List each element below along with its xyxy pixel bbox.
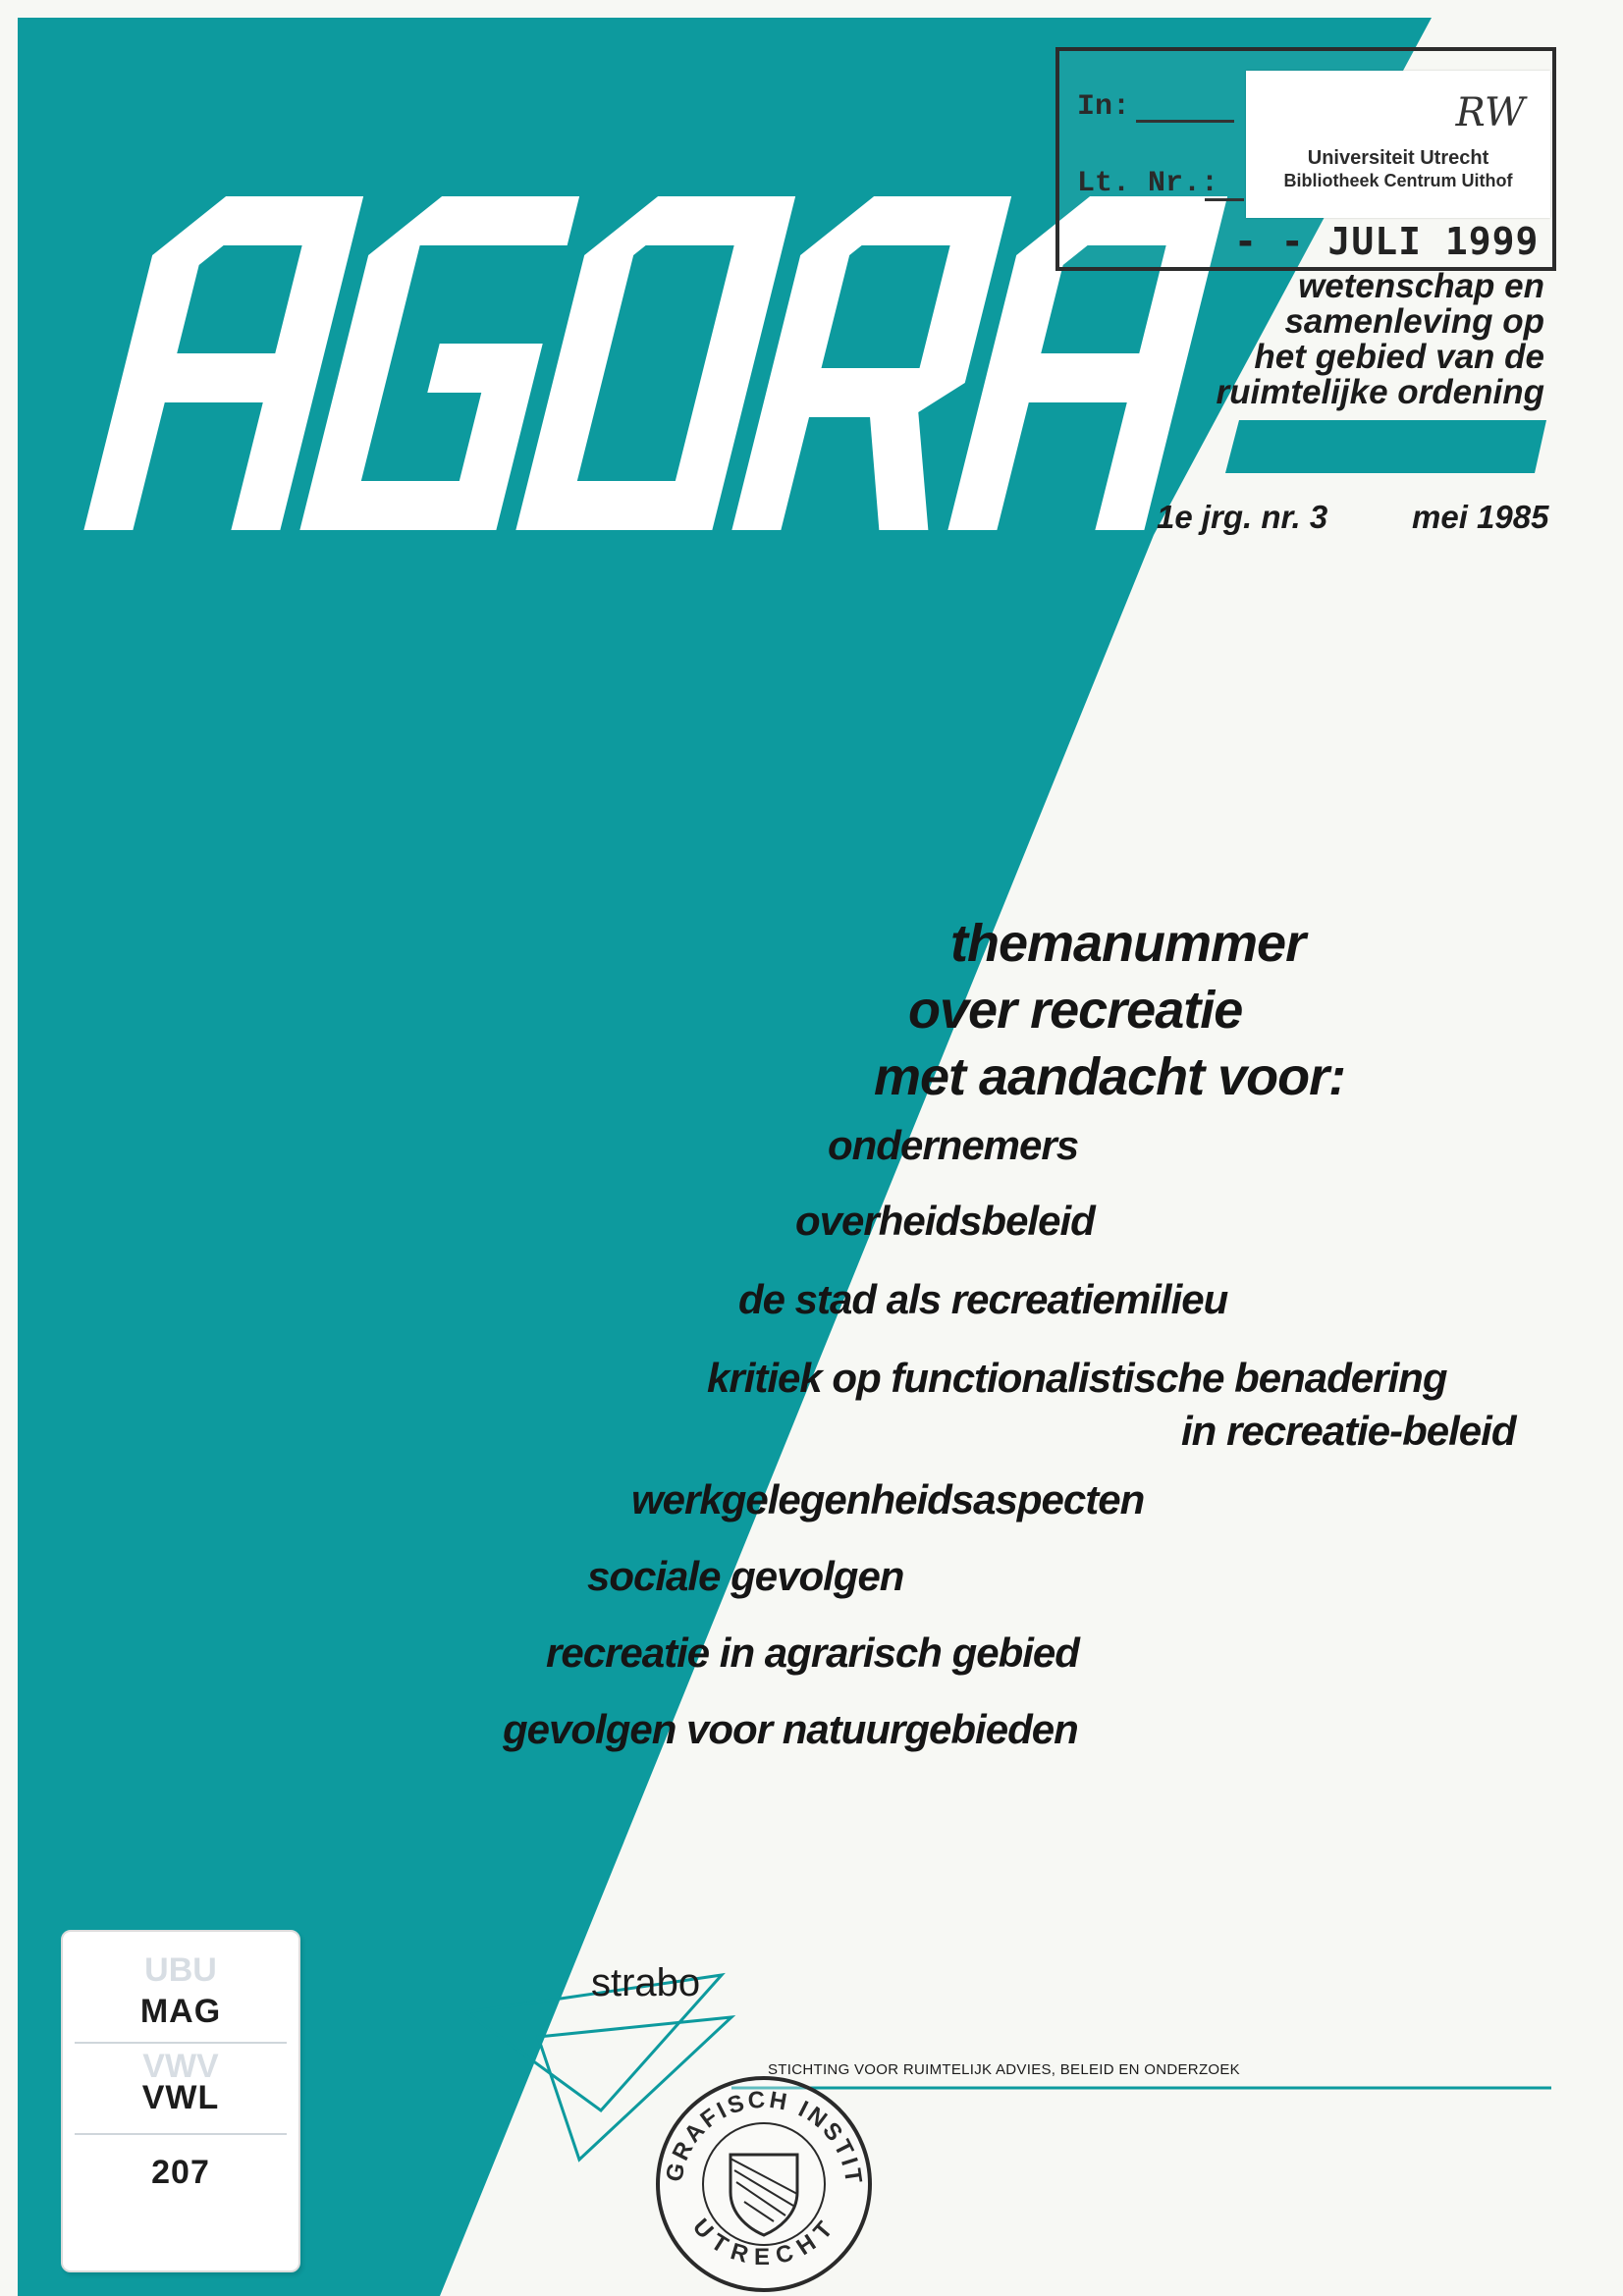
shelf-code-2: VWL [141, 2079, 220, 2116]
seal-text-top: GEOGRAFISCH INSTITUUT [661, 2086, 868, 2190]
seal-text-bottom: UTRECHT [687, 2214, 841, 2270]
theme-item-4: kritiek op functionalistische benadering [707, 1355, 1447, 1401]
issue-date: mei 1985 [1412, 499, 1549, 535]
stamp-university: Universiteit Utrecht [1307, 147, 1489, 169]
theme-item-7: sociale gevolgen [587, 1553, 904, 1599]
shelf-label [61, 1930, 300, 2272]
theme-item-3: de stad als recreatiemilieu [738, 1276, 1228, 1322]
theme-headline-1: themanummer [950, 914, 1306, 973]
theme-item-9: gevolgen voor natuurgebieden [503, 1706, 1078, 1752]
theme-headline-3: met aandacht voor: [874, 1047, 1346, 1106]
stamp-in-label: In: [1077, 90, 1131, 124]
stamp-date: - - JULI 1999 [1234, 220, 1540, 263]
shelf-divider-2 [75, 2133, 287, 2135]
tagline-line-4: ruimtelijke ordening [1216, 373, 1544, 411]
stamp-library: Bibliotheek Centrum Uithof [1283, 171, 1513, 190]
institute-seal [658, 2078, 870, 2290]
shelf-ghost-top: UBU [144, 1951, 217, 1989]
stamp-nr-label: Lt. Nr.: [1077, 167, 1219, 200]
issue-info [1157, 499, 1549, 542]
theme-item-5: in recreatie-beleid [1181, 1408, 1516, 1454]
library-stamp [1055, 47, 1556, 271]
theme-item-1: ondernemers [828, 1122, 1079, 1168]
stamp-paper-slip [1246, 71, 1550, 218]
theme-headline-2: over recreatie [908, 981, 1243, 1040]
theme-item-6: werkgelegenheidsaspecten [631, 1476, 1145, 1522]
publisher-tagline: STICHTING VOOR RUIMTELIJK ADVIES, BELEID EN ONDERZOEK [768, 2061, 1240, 2078]
shelf-ghost-mid: VWV [142, 2048, 219, 2085]
shelf-code-3: 207 [151, 2154, 210, 2191]
publisher-name: strabo [591, 1961, 701, 2004]
stamp-nr-line [1205, 198, 1244, 201]
stamp-in-line [1136, 120, 1234, 123]
tagline-line-3: het gebied van de [1254, 338, 1544, 376]
theme-item-8: recreatie in agrarisch gebied [546, 1629, 1079, 1676]
shelf-code-1: MAG [139, 1993, 222, 2030]
issue-number: 1e jrg. nr. 3 [1157, 499, 1328, 535]
stamp-initials: RW [1455, 90, 1525, 135]
theme-item-2: overheidsbeleid [795, 1198, 1095, 1244]
tagline-line-1: wetenschap en [1298, 267, 1544, 305]
accent-bar [1225, 420, 1546, 473]
tagline-line-2: samenleving op [1284, 302, 1544, 341]
shelf-divider-1 [75, 2042, 287, 2044]
